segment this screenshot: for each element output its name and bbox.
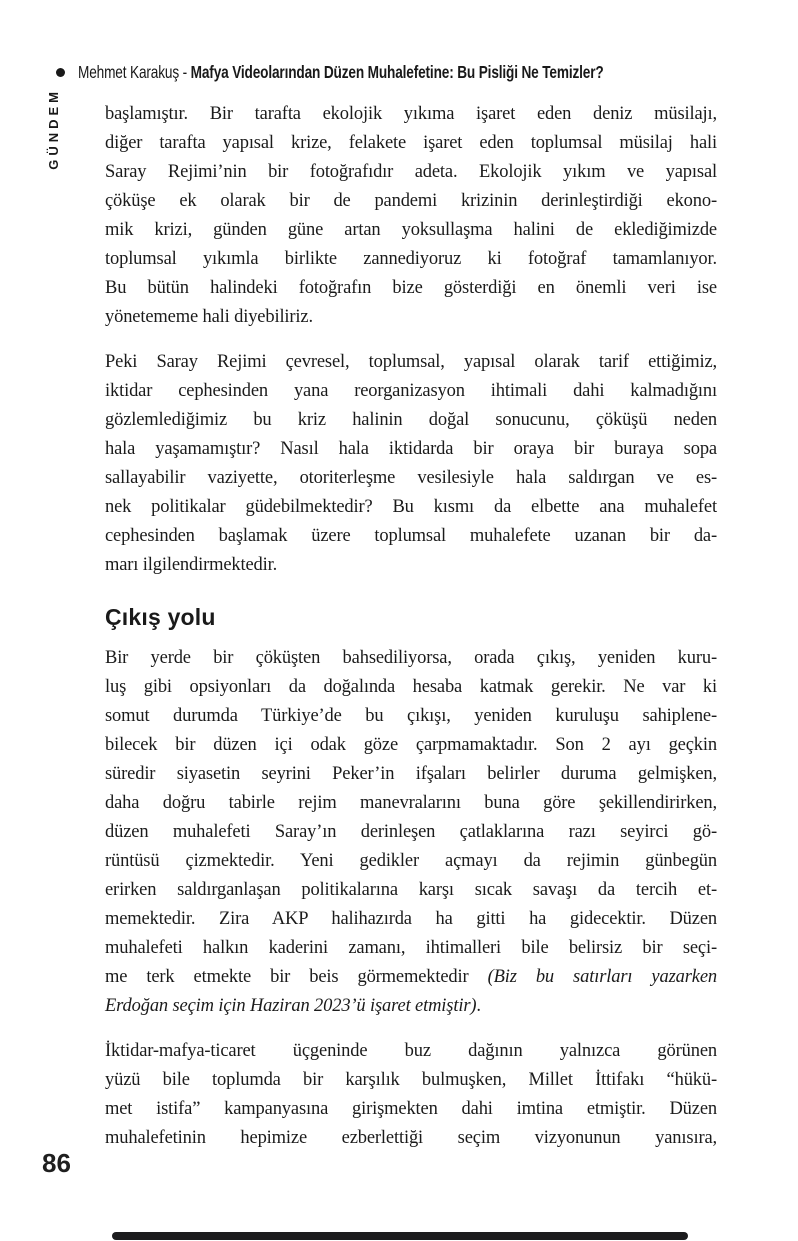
running-header-title: Mafya Videolarından Düzen Muhalefetine: Bu Pisliği Ne Temizler? — [190, 62, 604, 82]
text-line: iktidar cephesinden yana reorganizasyon ihtimali dahi kalmadığını — [105, 381, 717, 401]
running-header-author: Mehmet Karakuş — [78, 62, 179, 82]
text-line: sallayabilir vaziyette, otoriterleşme vesilesiyle hala saldırgan ve es- — [105, 468, 717, 488]
text-line: muhalefeti halkın kaderini zamanı, ihtimalleri bile belirsiz bir seçi- — [105, 938, 717, 958]
paragraph — [105, 1037, 717, 1153]
running-header — [78, 61, 604, 83]
text-line: met istifa” kampanyasına girişmekten dahi imtina etmiştir. Düzen — [105, 1099, 717, 1119]
paragraph — [105, 644, 717, 1021]
text-line: hala yaşamamıştır? Nasıl hala iktidarda bir oraya bir buraya sopa — [105, 439, 717, 459]
text-line: cephesinden başlamak üzere toplumsal muhalefete uzanan bir da- — [105, 526, 717, 546]
section-spine-label: GÜNDEM — [46, 88, 61, 170]
text-line: nek politikalar güdebilmektedir? Bu kısmı da elbette ana muhalefet — [105, 497, 717, 517]
article-body — [105, 100, 717, 1169]
scroll-indicator-bar[interactable] — [112, 1232, 688, 1240]
text-line: gözlemlediğimiz bu kriz halinin doğal sonucunu, çöküşü neden — [105, 410, 717, 430]
text-line: marı ilgilendirmektedir. — [105, 555, 278, 575]
text-line: yüzü bile toplumda bir karşılık bulmuşken, Millet İttifakı “hükü- — [105, 1070, 717, 1090]
running-header-separator: - — [178, 62, 191, 82]
text-line: Bu bütün halindeki fotoğrafın bize gösterdiği en önemli veri ise — [105, 278, 717, 298]
text-line: erirken saldırganlaşan politikalarına karşı sıcak savaşı da tercih et- — [105, 880, 717, 900]
text-line: Bir yerde bir çöküşten bahsediliyorsa, orada çıkış, yeniden kuru- — [105, 648, 717, 668]
text-line: muhalefetinin hepimize ezberlettiği seçim vizyonunun yanısıra, — [105, 1128, 717, 1148]
text-line: mik krizi, günden güne artan yoksullaşma halini de eklediğimizde — [105, 220, 717, 240]
text-line: yönetememe hali diyebiliriz. — [105, 307, 313, 327]
paragraph — [105, 348, 717, 580]
paragraph — [105, 100, 717, 332]
text-line: diğer tarafta yapısal krize, felakete işaret eden toplumsal müsilaj hali — [105, 133, 717, 153]
text-line: daha doğru tabirle rejim manevralarını buna göre şekillendirirken, — [105, 793, 717, 813]
text-line: süredir siyasetin seyrini Peker’in ifşaları belirler duruma gelmişken, — [105, 764, 717, 784]
text-line: bilecek bir düzen içi odak göze çarpmamaktadır. Son 2 ayı geçkin — [105, 735, 717, 755]
text-line: me terk etmekte bir beis görmemektedir (Biz bu satırları yazarken — [105, 967, 717, 987]
text-line: çöküşe ek olarak bir de pandemi krizinin derinleştirdiği ekono- — [105, 191, 717, 211]
text-line: toplumsal yıkımla birlikte zannediyoruz ki fotoğraf tamamlanıyor. — [105, 249, 717, 269]
text-line: Saray Rejimi’nin bir fotoğrafıdır adeta. Ekolojik yıkım ve yapısal — [105, 162, 717, 182]
bullet-icon — [56, 68, 65, 77]
text-line: somut durumda Türkiye’de bu çıkışı, yeniden kuruluşu sahiplene- — [105, 706, 717, 726]
text-line: düzen muhalefeti Saray’ın derinleşen çatlaklarına razı seyirci gö- — [105, 822, 717, 842]
section-heading: Çıkış yolu — [105, 604, 216, 630]
text-line: İktidar-mafya-ticaret üçgeninde buz dağının yalnızca görünen — [105, 1041, 717, 1061]
text-line: başlamıştır. Bir tarafta ekolojik yıkıma işaret eden deniz müsilajı, — [105, 104, 717, 124]
text-line: memektedir. Zira AKP halihazırda ha gitti ha gidecektir. Düzen — [105, 909, 717, 929]
page-number: 86 — [42, 1148, 71, 1178]
text-line: luş gibi opsiyonları da doğalında hesaba katmak gerekir. Ne var ki — [105, 677, 717, 697]
text-line: rüntüsü çizmektedir. Yeni gedikler açmayı da rejimin günbegün — [105, 851, 717, 871]
text-line: Peki Saray Rejimi çevresel, toplumsal, yapısal olarak tarif ettiğimiz, — [105, 352, 717, 372]
text-line: Erdoğan seçim için Haziran 2023’ü işaret etmiştir). — [105, 996, 481, 1016]
